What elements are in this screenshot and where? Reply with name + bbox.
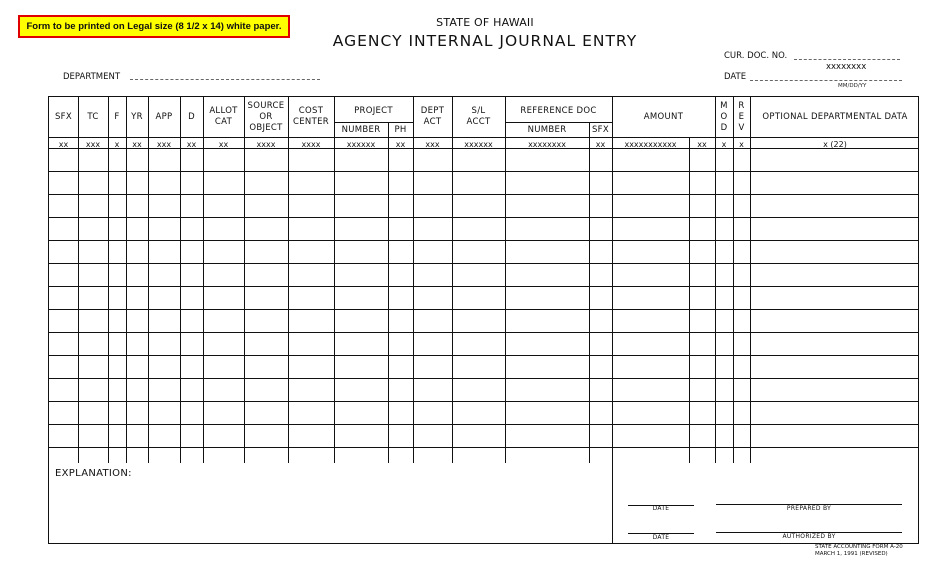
- col-sl-acct: S/L ACCT: [466, 106, 491, 127]
- col-mod: M O D: [720, 100, 728, 133]
- authorized-by-label: AUTHORIZED BY: [782, 533, 836, 540]
- placeholder-mod: x: [721, 140, 727, 149]
- placeholder-dept-act: xxx: [425, 140, 440, 149]
- grid-hline: [49, 355, 918, 356]
- date-label: DATE: [724, 72, 747, 82]
- col-sfx: SFX: [54, 111, 72, 122]
- placeholder-source-object: xxxx: [256, 140, 276, 149]
- col-rev: R E V: [738, 100, 745, 133]
- grid-vline: [733, 97, 734, 463]
- grid-hline: [334, 122, 413, 123]
- department-field[interactable]: [130, 79, 320, 80]
- col-allot-cat: ALLOT CAT: [209, 106, 238, 127]
- state-heading: STATE OF HAWAII: [436, 16, 534, 29]
- grid-hline: [49, 148, 918, 149]
- grid-vline: [612, 463, 613, 543]
- col-amount: AMOUNT: [643, 111, 684, 122]
- grid-vline: [505, 97, 506, 463]
- date-field[interactable]: [750, 80, 902, 81]
- col-f: F: [114, 111, 120, 122]
- grid-vline: [452, 97, 453, 463]
- grid-hline: [49, 378, 918, 379]
- grid-vline: [78, 97, 79, 463]
- grid-vline: [589, 122, 590, 463]
- placeholder-amount: xxxxxxxxxxx: [624, 140, 677, 149]
- form-footer: [815, 544, 903, 558]
- placeholder-d: xx: [186, 140, 197, 149]
- grid-vline: [388, 122, 389, 463]
- grid-vline: [715, 97, 716, 463]
- cur-doc-label: CUR. DOC. NO.: [724, 51, 788, 61]
- col-yr: YR: [131, 111, 143, 122]
- placeholder-tc: xxx: [85, 140, 101, 149]
- grid-vline: [203, 97, 204, 463]
- form-title: AGENCY INTERNAL JOURNAL ENTRY: [332, 32, 638, 50]
- grid-hline: [49, 217, 918, 218]
- form-date: MARCH 1, 1991 (REVISED): [815, 551, 888, 557]
- grid-hline: [49, 137, 918, 138]
- grid-hline: [49, 263, 918, 264]
- explanation-label: EXPLANATION:: [55, 468, 132, 479]
- grid-hline: [49, 309, 918, 310]
- grid-vline: [148, 97, 149, 463]
- grid-vline: [413, 97, 414, 463]
- grid-hline: [49, 286, 918, 287]
- cur-doc-value: xxxxxxxx: [826, 62, 867, 72]
- placeholder-f: x: [114, 140, 120, 149]
- cur-doc-field[interactable]: [794, 59, 900, 60]
- grid-vline: [108, 97, 109, 463]
- col-reference-doc: REFERENCE DOC: [520, 105, 597, 116]
- grid-hline: [49, 424, 918, 425]
- grid-hline: [49, 171, 918, 172]
- date-label-2: DATE: [652, 534, 670, 541]
- col-tc: TC: [87, 111, 99, 122]
- placeholder-optional: x (22): [823, 140, 847, 149]
- grid-vline: [288, 97, 289, 463]
- grid-vline: [180, 97, 181, 463]
- grid-vline: [334, 97, 335, 463]
- form-id: STATE ACCOUNTING FORM A-20: [815, 544, 903, 550]
- grid-vline: [612, 97, 613, 463]
- placeholder-project-number: xxxxxx: [346, 140, 376, 149]
- prepared-by-label: PREPARED BY: [786, 505, 832, 512]
- placeholder-amount-cents: xx: [697, 140, 707, 149]
- journal-entry-table: [48, 96, 919, 544]
- col-d: D: [188, 111, 195, 122]
- col-project: PROJECT: [354, 105, 393, 116]
- col-cost-center: COST CENTER: [293, 106, 329, 127]
- grid-hline: [49, 332, 918, 333]
- placeholder-sfx: xx: [58, 140, 69, 149]
- placeholder-project-ph: xx: [395, 140, 406, 149]
- col-ref-number: NUMBER: [527, 125, 567, 135]
- placeholder-cost-center: xxxx: [301, 140, 321, 149]
- date-label-1: DATE: [652, 505, 670, 512]
- grid-hline: [49, 401, 918, 402]
- col-ref-sfx: SFX: [591, 125, 609, 135]
- placeholder-ref-number: xxxxxxxx: [528, 140, 566, 149]
- placeholder-ref-sfx: xx: [595, 140, 606, 149]
- col-optional-data: OPTIONAL DEPARTMENTAL DATA: [762, 111, 908, 122]
- placeholder-yr: xx: [132, 140, 142, 149]
- grid-hline: [49, 240, 918, 241]
- col-dept-act: DEPT ACT: [420, 106, 445, 127]
- col-project-number: NUMBER: [341, 125, 381, 135]
- col-app: APP: [155, 111, 173, 122]
- grid-vline: [244, 97, 245, 463]
- grid-vline: [750, 97, 751, 463]
- grid-vline: [689, 137, 690, 463]
- grid-hline: [49, 194, 918, 195]
- print-notice: Form to be printed on Legal size (8 1/2 x 14) white paper.: [18, 15, 290, 38]
- grid-vline: [126, 97, 127, 463]
- placeholder-allot-cat: xx: [218, 140, 229, 149]
- grid-hline: [505, 122, 612, 123]
- placeholder-sl-acct: xxxxxx: [464, 140, 493, 149]
- department-label: DEPARTMENT: [63, 72, 121, 82]
- grid-hline: [49, 447, 918, 448]
- placeholder-rev: x: [739, 140, 744, 149]
- col-source-object: SOURCE OR OBJECT: [247, 100, 285, 133]
- col-project-ph: PH: [394, 125, 407, 135]
- date-format-hint: MM/DD/YY: [838, 83, 867, 89]
- placeholder-app: xxx: [156, 140, 172, 149]
